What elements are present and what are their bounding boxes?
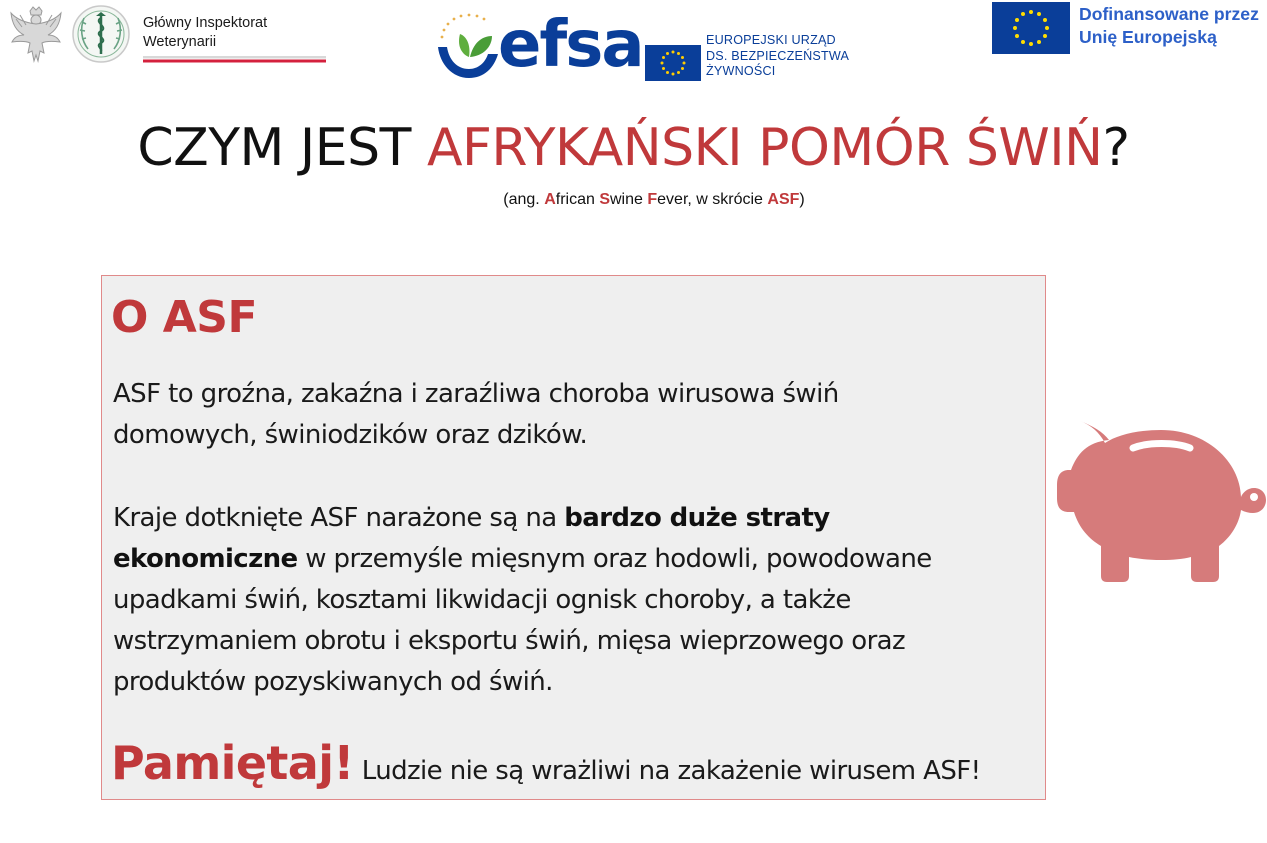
- eu-funding-line1: Dofinansowane przez: [1079, 4, 1259, 24]
- remember-text: Ludzie nie są wrażliwi na zakażenie wirusem ASF!: [361, 756, 981, 786]
- para1-line1: ASF to groźna, zakaźna i zaraźliwa choroba wirusowa świń: [113, 379, 839, 409]
- efsa-agency-line3: ŻYWNOŚCI: [706, 64, 776, 78]
- para2-line2-bold: ekonomiczne: [113, 544, 298, 574]
- para2-line2-text: w przemyśle mięsnym oraz hodowli, powodowane: [297, 544, 932, 574]
- para2-line1-bold: bardzo duże straty: [564, 503, 830, 533]
- subtitle-suffix: ): [799, 191, 805, 208]
- eu-flag-small-icon: [645, 45, 701, 81]
- efsa-agency-name: [706, 33, 849, 80]
- subtitle-letter-f: F: [647, 191, 658, 208]
- subtitle-letter-a: A: [544, 191, 556, 208]
- title-part2: AFRYKAŃSKI POMÓR ŚWIŃ: [426, 118, 1103, 178]
- efsa-agency-line2: DS. BEZPIECZEŃSTWA: [706, 48, 850, 63]
- polish-eagle-icon: [8, 5, 64, 63]
- title-part3: ?: [1102, 118, 1130, 178]
- para2-line2: [113, 539, 932, 580]
- paragraph-definition: [113, 374, 839, 456]
- box-heading: O ASF: [111, 292, 258, 343]
- page-subtitle: [0, 189, 1267, 211]
- para2-line5: produktów pozyskiwanych od świń.: [113, 667, 553, 697]
- veterinary-emblem-icon: [70, 4, 132, 64]
- giw-line2: Weterynarii: [143, 34, 217, 50]
- efsa-wordmark: efsa: [498, 8, 643, 82]
- eu-funding-text: [1079, 3, 1259, 49]
- remember-word: Pamiętaj!: [111, 736, 354, 790]
- piggy-bank-icon: [1055, 418, 1267, 583]
- giw-name: [143, 14, 267, 52]
- subtitle-letter-s: S: [599, 191, 610, 208]
- subtitle-a-rest: frican: [555, 191, 600, 208]
- subtitle-s-rest: wine: [610, 191, 648, 208]
- title-part1: CZYM JEST: [137, 118, 427, 178]
- para1-line2: domowych, świniodzików oraz dzików.: [113, 420, 588, 450]
- para2-line1: [113, 498, 932, 539]
- subtitle-f-rest: ever, w skrócie: [657, 191, 768, 208]
- giw-flag-line: [143, 56, 326, 63]
- remember-note: [111, 733, 980, 793]
- subtitle-abbr: ASF: [767, 191, 800, 208]
- efsa-agency-line1: EUROPEJSKI URZĄD: [706, 33, 836, 47]
- para2-line1-text: Kraje dotknięte ASF narażone są na: [113, 503, 565, 533]
- para2-line3: upadkami świń, kosztami likwidacji ognisk choroby, a także: [113, 585, 851, 615]
- giw-line1: Główny Inspektorat: [143, 15, 268, 31]
- eu-funding-line2: Unię Europejską: [1079, 27, 1217, 47]
- subtitle-prefix: (ang.: [503, 191, 545, 208]
- page-title: [0, 111, 1267, 185]
- paragraph-economic-losses: [113, 498, 932, 703]
- eu-flag-icon: [992, 2, 1070, 54]
- para2-line4: wstrzymaniem obrotu i eksportu świń, mięsa wieprzowego oraz: [113, 626, 906, 656]
